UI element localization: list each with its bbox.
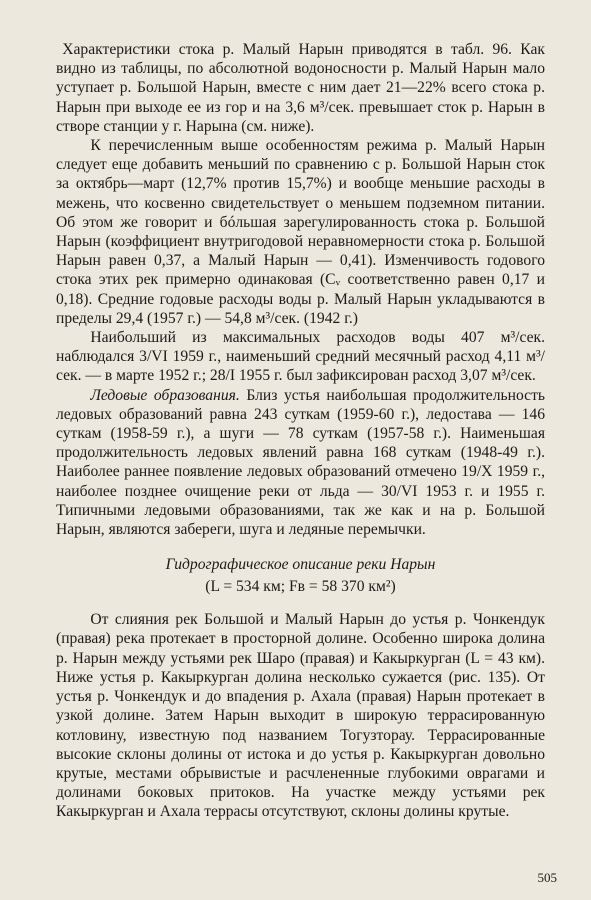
paragraph-ice-formations (56, 386, 545, 540)
paragraph-max-discharge: Наибольший из максимальных расходов воды 407 м³/сек. наблюдался 3/VI 1959 г., наименьший средний месячный расход 4,11 м³/сек. — в марте 1952 г.; 28/I 1955 г. был зафиксирован расход 3,07 м³/сек. (56, 329, 545, 385)
paragraph-regime-features: К перечисленным выше особенностям режима р. Малый Нарын следует еще добавить меньший по сравнению с р. Большой Нарын сток за октябрь—март (12,7% против 15,7%) и вообще меньшие расходы в межень, что косвенно свидетельствует о меньшем подземном питании. Об этом же говорит и бóльшая зарегулированность стока р. Большой Нарын (коэффициент внутригодовой неравномерности стока р. Большой Нарын равен 0,37, а Малый Нарын — 0,41). Изменчивость годового стока этих рек примерно одинаковая (Cᵥ соответственно равен 0,17 и 0,18). Средние годовые расходы воды р. Малый Нарын укладываются в пределы 29,4 (1957 г.) — 54,8 м³/сек. (1942 г.) (56, 137, 545, 327)
page-number: 505 (537, 870, 557, 885)
section-subtitle: (L = 534 км; Fв = 58 370 км²) (205, 578, 396, 596)
paragraph-hydrographic-description: От слияния рек Большой и Малый Нарын до устья р. Чонкендук (правая) река протекает в просторной долине. Особенно широка долина р. Нарын между устьями рек Шаро (правая) и Какыркурган (L = 43 км). Ниже устья р. Какыркурган долина несколько сужается (рис. 135). От устья р. Чонкендук и до впадения р. Ахала (правая) Нарын протекает в узкой долине. Затем Нарын выходит в широкую террасированную котловину, известную под названием Тогузторау. Террасированные высокие склоны долины от истока и до устья р. Какыркурган довольно крутые, местами обрывистые и расчлененные глубокими оврагами и долинами боковых притоков. На участке между устьями рек Какыркурган и Ахала террасы отсутствуют, склоны долины крутые. (56, 611, 545, 821)
section-title: Гидрографическое описание реки Нарын (165, 556, 436, 574)
paragraph-runoff-characteristics: Характеристики стока р. Малый Нарын приводятся в табл. 96. Как видно из таблицы, по абсолютной водоносности р. Малый Нарын мало уступает р. Большой Нарын, вместе с ним дает 21—22% всего стока р. Нарын при выходе ее из гор и на 3,6 м³/сек. превышает сток р. Нарын в створе станции у г. Нарына (см. ниже). (56, 41, 545, 135)
ice-formations-heading: Ледовые образования. (90, 386, 240, 404)
ice-formations-text: Близ устья наибольшая продолжительность ледовых образований равна 243 суткам (1959-60 г.), ледостава — 146 суткам (1958-59 г.), а шуги — 78 суткам (1957-58 г.). Наименьшая продолжительность ледовых явлений равна 168 суткам (1948-49 г.). Наиболее раннее появление ледовых образований отмечено 19/X 1959 г., наиболее позднее очищение реки от льда — 30/VI 1953 г. и 1955 г. Типичными ледовыми образованиями, так же как и на р. Большой Нарын, являются забереги, шуга и ледяные перемычки. (56, 386, 545, 539)
